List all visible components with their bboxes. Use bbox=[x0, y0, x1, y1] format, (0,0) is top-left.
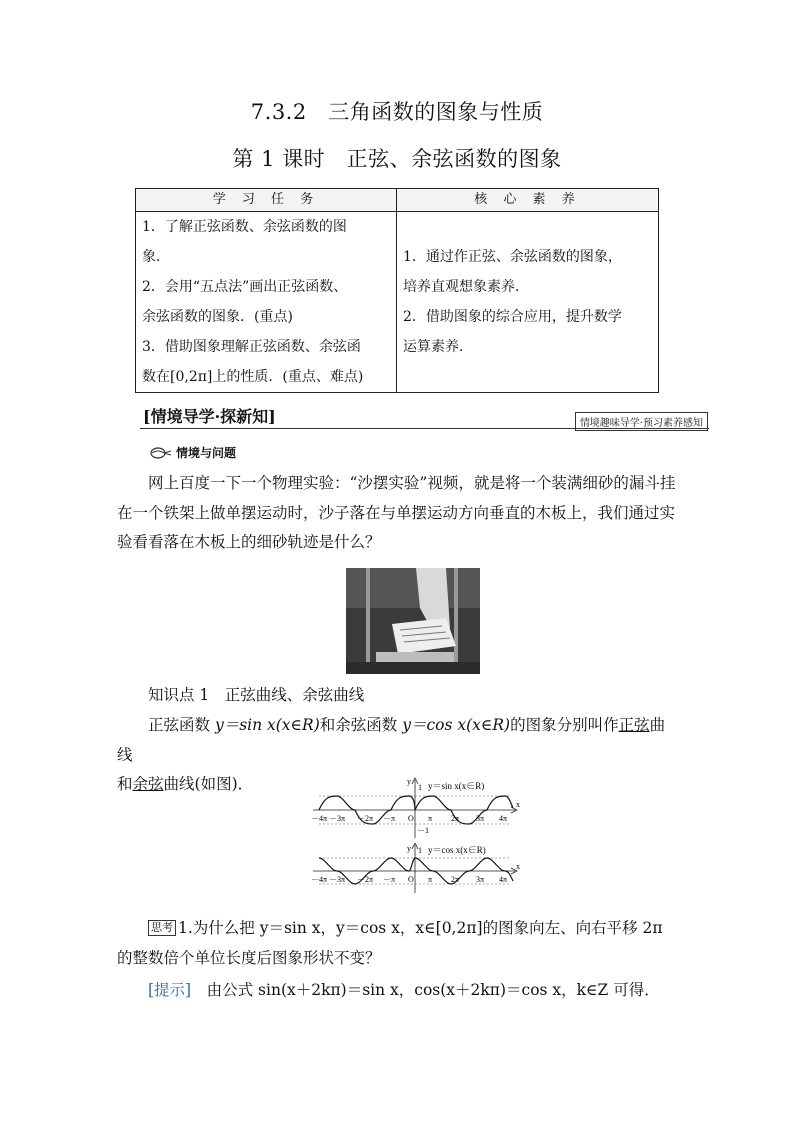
tick-label: －4π bbox=[311, 814, 328, 823]
intro-paragraph: 网上百度一下一个物理实验：“沙摆实验”视频，就是将一个装满细砂的漏斗挂在一个铁架上做单摆运动时，沙子落在与单摆运动方向垂直的木板上，我们通过实验看看落在木板上的细砂轨迹是什么？ bbox=[117, 474, 676, 551]
origin-label: O bbox=[408, 875, 414, 884]
y-one-label: 1 bbox=[418, 783, 422, 792]
blank-answer-sine: 正弦 bbox=[618, 716, 650, 734]
x-axis-label: x bbox=[516, 862, 520, 871]
task-left-line: 3．借助图象理解正弦函数、余弦函 bbox=[142, 339, 361, 355]
task-right-line: 运算素养． bbox=[403, 339, 473, 355]
section-tag: 情境趣味导学·预习素养感知 bbox=[575, 412, 708, 431]
tick-label: 3π bbox=[476, 875, 485, 884]
tick-label: 2π bbox=[451, 875, 460, 884]
task-left-line: 余弦函数的图象．(重点) bbox=[142, 309, 293, 325]
knowledge-text: 曲线(如图)． bbox=[163, 775, 254, 793]
tick-label: －2π bbox=[357, 875, 374, 884]
knowledge-text: 正弦函数 bbox=[148, 716, 215, 734]
task-header-left: 学 习 任 务 bbox=[136, 189, 397, 212]
task-right-line: 培养直观想象素养． bbox=[403, 279, 529, 295]
blank-answer-cosine: 余弦 bbox=[132, 775, 164, 793]
sand-pendulum-photo bbox=[346, 568, 480, 674]
knowledge-text: 和 bbox=[117, 775, 133, 793]
task-right-cell bbox=[397, 212, 659, 393]
task-left-cell bbox=[136, 212, 397, 393]
tick-label: π bbox=[428, 875, 433, 884]
sine-formula-label: y＝sin x(x∈R) bbox=[428, 781, 485, 791]
tick-label: －π bbox=[383, 875, 396, 884]
tick-label: －3π bbox=[329, 875, 346, 884]
tick-label: －3π bbox=[329, 814, 346, 823]
y-neg-one-label: －1 bbox=[417, 826, 429, 835]
section-divider bbox=[140, 428, 709, 429]
think-text: 1.为什么把 y＝sin x，y＝cos x，x∈[0,2π]的图象向左、向右平移 2π 的整数倍个单位长度后图象形状不变？ bbox=[117, 919, 663, 967]
task-header-right: 核 心 素 养 bbox=[397, 189, 659, 212]
task-left-line: 2．会用“五点法”画出正弦函数、 bbox=[142, 279, 348, 295]
tick-label: －π bbox=[383, 814, 396, 823]
leaf-icon bbox=[150, 446, 172, 460]
task-table bbox=[135, 188, 659, 393]
hint-paragraph bbox=[148, 976, 688, 1006]
knowledge-text: 和余弦函数 bbox=[319, 716, 403, 734]
task-right-line: 2．借助图象的综合应用，提升数学 bbox=[403, 309, 622, 325]
lesson-title: 第 1 课时 正弦、余弦函数的图象 bbox=[232, 147, 562, 171]
y-axis-label: y bbox=[407, 777, 411, 786]
sin-formula: y＝sin x(x∈R) bbox=[214, 716, 320, 734]
cosine-curve-graph bbox=[311, 843, 521, 895]
tick-label: －2π bbox=[357, 814, 374, 823]
task-left-line: 数在[0,2π]上的性质．(重点、难点) bbox=[142, 369, 364, 385]
task-left-line: 象． bbox=[142, 249, 170, 265]
task-left-line: 1．了解正弦函数、余弦函数的图 bbox=[142, 219, 347, 235]
sine-curve-graph bbox=[311, 776, 521, 840]
task-right-line: 1．通过作正弦、余弦函数的图象， bbox=[403, 249, 622, 265]
section-title: 7.3.2 三角函数的图象与性质 bbox=[250, 100, 544, 124]
tick-label: 2π bbox=[451, 814, 460, 823]
tick-label: π bbox=[428, 814, 433, 823]
x-axis-label: x bbox=[516, 800, 520, 809]
question-heading-text: 情境与问题 bbox=[176, 446, 237, 460]
hint-label: [提示] bbox=[148, 981, 192, 999]
knowledge-text: 曲线 bbox=[117, 716, 666, 764]
origin-label: O bbox=[408, 814, 414, 823]
tick-label: 4π bbox=[499, 875, 508, 884]
tick-label: －4π bbox=[311, 875, 328, 884]
think-label: 思考 bbox=[148, 920, 176, 936]
knowledge-text: 的图象分别叫作 bbox=[510, 716, 619, 734]
section-heading: [情境导学·探新知] bbox=[143, 407, 276, 426]
y-one-label: 1 bbox=[418, 846, 422, 855]
cos-formula: y＝cos x(x∈R) bbox=[402, 716, 511, 734]
knowledge-heading: 知识点 1 正弦曲线、余弦曲线 bbox=[148, 686, 365, 704]
tick-label: 4π bbox=[499, 814, 508, 823]
tick-label: 3π bbox=[476, 814, 485, 823]
y-axis-label: y bbox=[407, 844, 411, 853]
hint-text: 由公式 sin(x＋2kπ)＝sin x，cos(x＋2kπ)＝cos x，k∈Z 可得． bbox=[206, 981, 660, 999]
question-heading bbox=[150, 444, 236, 461]
think-paragraph bbox=[117, 914, 682, 973]
cosine-formula-label: y＝cos x(x∈R) bbox=[428, 845, 486, 855]
